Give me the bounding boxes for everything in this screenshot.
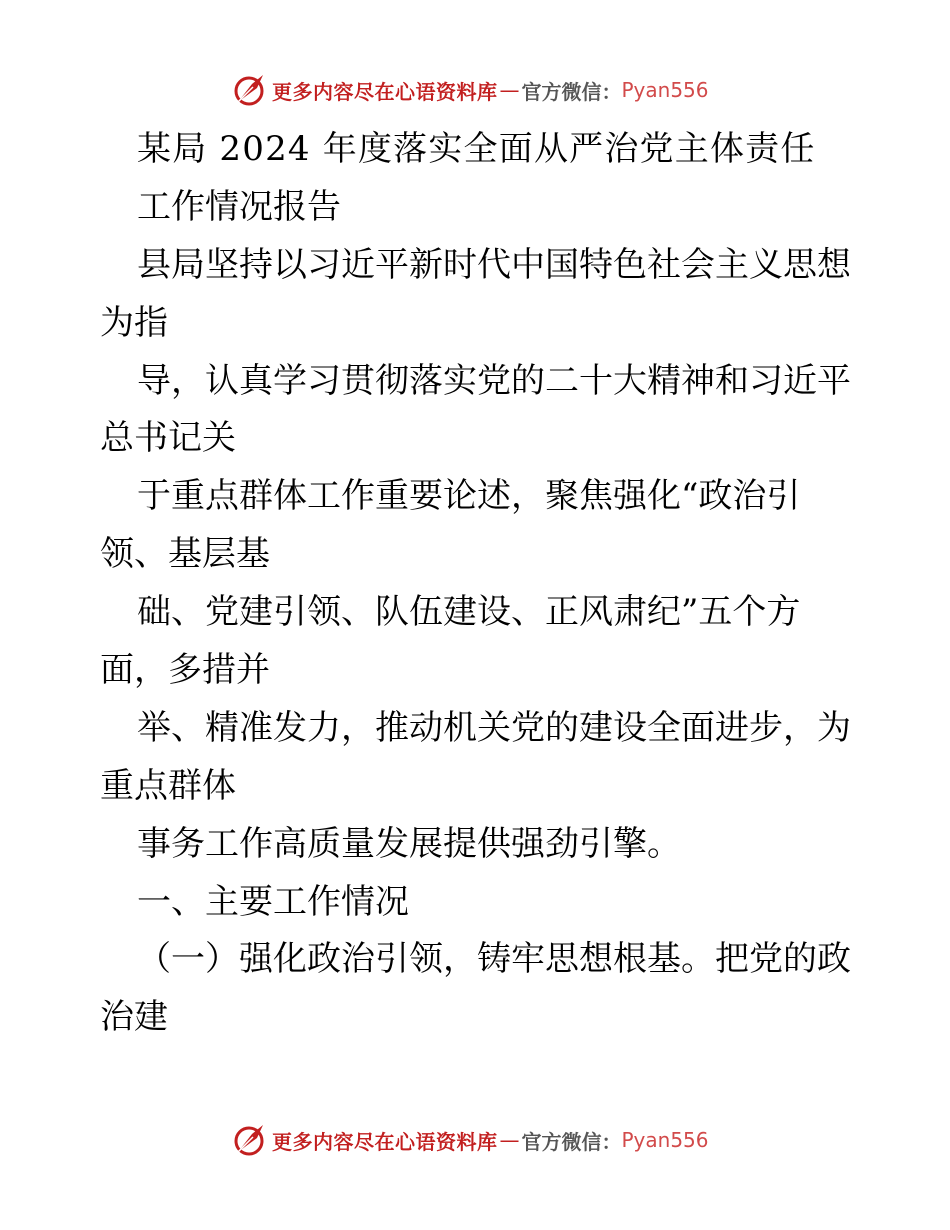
section-heading: 一、主要工作情况 [137, 881, 409, 922]
paragraph-line: 领、基层基 [100, 534, 270, 575]
quill-pen-circle-icon [232, 1122, 268, 1158]
document-title-line-2: 工作情况报告 [137, 186, 341, 227]
subsection-heading-line: （一）强化政治引领，铸牢思想根基。把党的政 [137, 939, 851, 980]
paragraph-line: 导，认真学习贯彻落实党的二十大精神和习近平 [137, 360, 851, 401]
header-watermark [232, 70, 709, 110]
paragraph-line: 为指 [100, 302, 168, 343]
watermark-dash: — [499, 1128, 520, 1152]
watermark-wechat-label: 官方微信： [521, 1129, 622, 1154]
watermark-wechat-id: Pyan556 [621, 1128, 709, 1152]
paragraph-line: 于重点群体工作重要论述，聚焦强化“政治引 [137, 476, 801, 517]
paragraph-line: 举、精准发力，推动机关党的建设全面进步，为 [137, 707, 851, 748]
paragraph-line: 总书记关 [100, 418, 236, 459]
paragraph-line: 县局坚持以习近平新时代中国特色社会主义思想 [137, 244, 851, 285]
paragraph-line: 面，多措并 [100, 650, 270, 691]
watermark-dash: — [499, 78, 520, 102]
watermark-wechat-label: 官方微信： [521, 79, 622, 104]
paragraph-line: 治建 [100, 997, 168, 1038]
paragraph-line: 事务工作高质量发展提供强劲引擎。 [137, 823, 681, 864]
watermark-main-text: 更多内容尽在心语资料库 [272, 79, 498, 104]
quill-pen-circle-icon [232, 72, 268, 108]
watermark-wechat-id: Pyan556 [621, 78, 709, 102]
document-title-line-1: 某局 2024 年度落实全面从严治党主体责任 [137, 129, 816, 169]
watermark-main-text: 更多内容尽在心语资料库 [272, 1129, 498, 1154]
footer-watermark [232, 1120, 709, 1160]
paragraph-line: 础、党建引领、队伍建设、正风肃纪”五个方 [137, 592, 801, 633]
document-body [100, 121, 860, 1047]
paragraph-line: 重点群体 [100, 765, 236, 806]
